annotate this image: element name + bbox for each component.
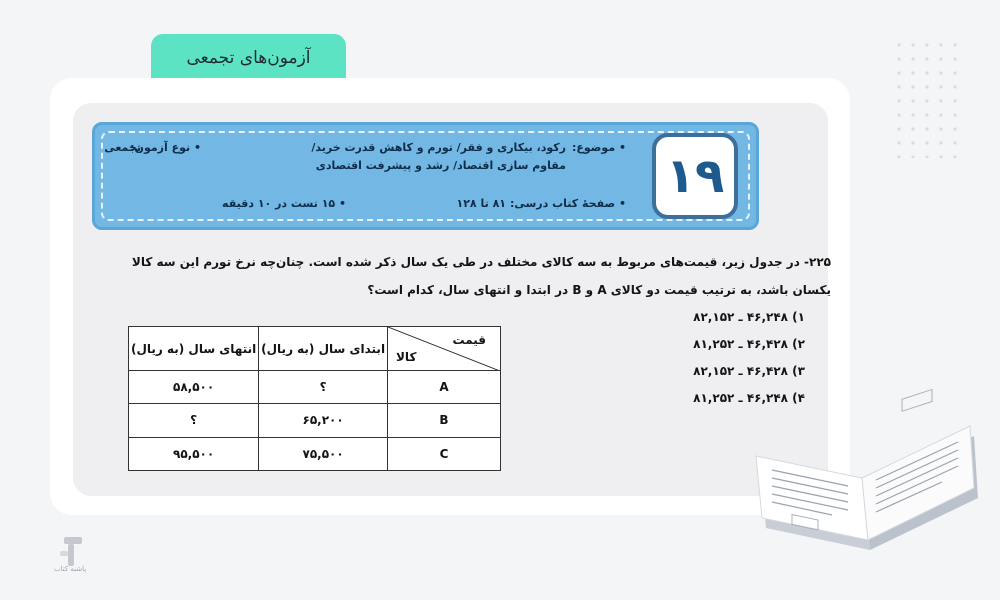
table-row: [129, 404, 501, 437]
section-tab[interactable]: [151, 34, 346, 81]
row-end-price: ۵۸,۵۰۰: [129, 371, 259, 404]
row-start-price: ۷۵,۵۰۰: [259, 437, 388, 470]
row-item: B: [388, 404, 501, 437]
exam-type-value: تجمعی: [104, 141, 141, 154]
option-4[interactable]: ۴) ۴۶,۲۴۸ ـ ۸۱,۲۵۲: [693, 391, 805, 405]
exam-type-label: • نوع آزمون:: [130, 141, 201, 154]
topic-line-2: مقاوم سازی اقتصاد/ رشد و پیشرفت اقتصادی: [315, 159, 566, 172]
row-item: A: [388, 371, 501, 404]
row-end-price: ۹۵,۵۰۰: [129, 437, 259, 470]
topic-label: • موضوع:: [571, 141, 626, 154]
corner-price-label: قیمت: [452, 333, 486, 347]
row-item: C: [388, 437, 501, 470]
open-book-illustration: [752, 388, 982, 558]
corner-goods-label: کالا: [396, 350, 417, 364]
option-1[interactable]: ۱) ۴۶,۲۴۸ ـ ۸۲,۱۵۲: [693, 310, 805, 324]
topic-line-1: رکود، بیکاری و فقر/ تورم و کاهش قدرت خرید/: [311, 141, 566, 154]
exam-number: ۱۹: [665, 148, 725, 204]
table-row: [129, 371, 501, 404]
col-header-end: انتهای سال (به ریال): [129, 327, 259, 371]
table-header-row: [129, 327, 501, 371]
price-table: [128, 326, 501, 471]
table-row: [129, 437, 501, 470]
tests-count: • ۱۵ تست در ۱۰ دقیقه: [222, 197, 346, 210]
brand-logo-text: پاشنه کتاب: [54, 565, 87, 573]
row-start-price: ۶۵,۲۰۰: [259, 404, 388, 437]
pages-label: • صفحهٔ کتاب درسی:: [509, 197, 626, 210]
exam-number-box: [652, 133, 738, 219]
section-tab-label: آزمون‌های تجمعی: [186, 47, 311, 68]
exam-banner: [92, 122, 759, 230]
pages-value: ۸۱ تا ۱۲۸: [456, 197, 506, 210]
question-text: ۲۲۵- در جدول زیر، قیمت‌های مربوط به سه کالای مختلف در طی یک سال ذکر شده است. چنان‌چه نرخ تورم این سه کالا یکسان باشد، به ترتیب قیمت دو کالای A و B در ابتدا و انتهای سال، کدام است؟: [131, 255, 831, 297]
option-2[interactable]: ۲) ۴۶,۴۲۸ ـ ۸۱,۲۵۲: [693, 337, 805, 351]
table-corner-cell: [388, 327, 501, 371]
option-3[interactable]: ۳) ۴۶,۴۲۸ ـ ۸۲,۱۵۲: [693, 364, 805, 378]
decorative-dots: [892, 38, 962, 158]
col-header-start: ابتدای سال (به ریال): [259, 327, 388, 371]
row-end-price: ؟: [129, 404, 259, 437]
row-start-price: ؟: [259, 371, 388, 404]
